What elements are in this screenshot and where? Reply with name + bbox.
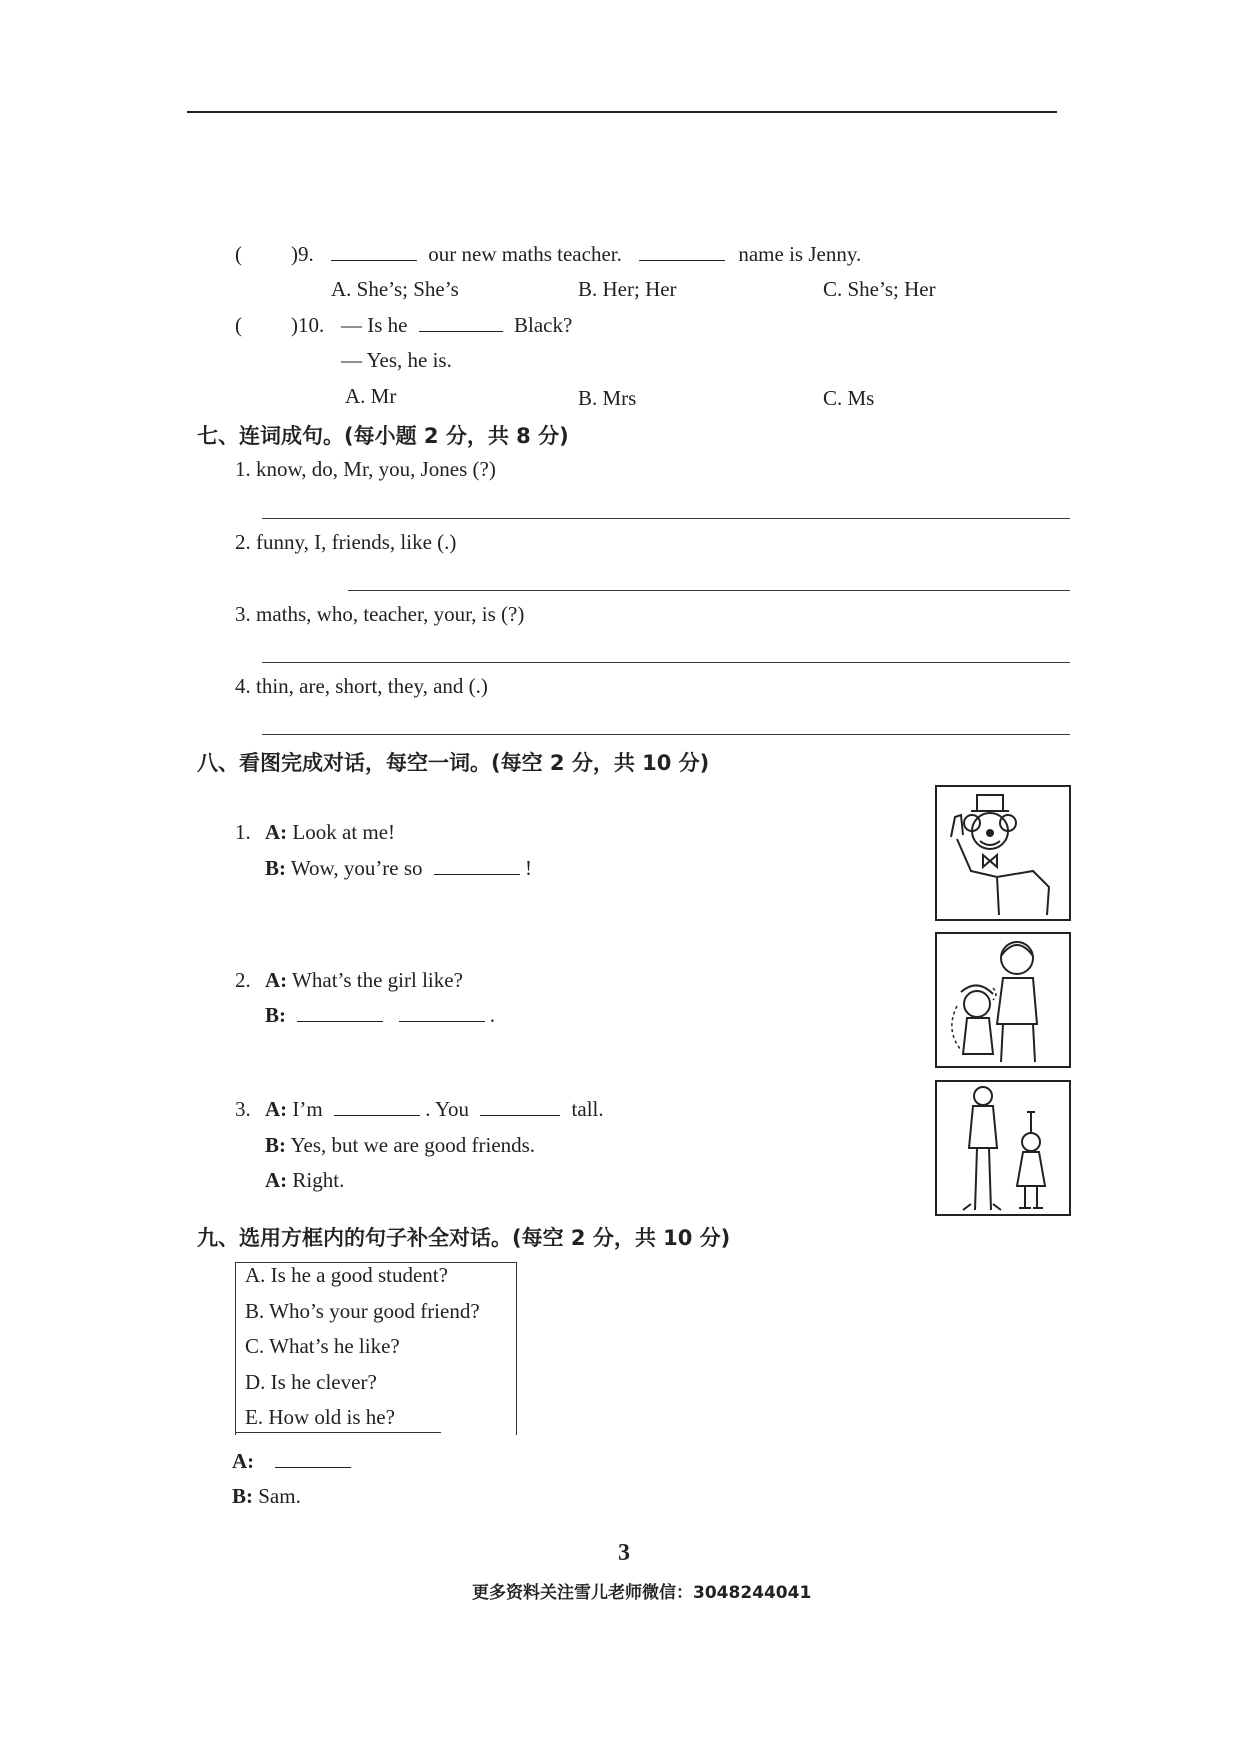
section8-d3-num: 3. xyxy=(235,1097,251,1121)
section7-heading: 七、连词成句。(每小题 2 分，共 8 分) xyxy=(197,424,569,448)
q10-blank[interactable] xyxy=(419,313,503,332)
speaker-a-label: A: xyxy=(232,1449,255,1473)
speaker-b-label: B: xyxy=(265,1003,286,1027)
section8-d3-a2 xyxy=(265,1168,344,1193)
q10-option-a: A. Mr xyxy=(345,384,397,408)
section9-a-line xyxy=(232,1449,351,1474)
picture-girl-and-woman xyxy=(935,932,1071,1068)
section8-d2-b-end: . xyxy=(489,1003,495,1027)
q9-blank-1[interactable] xyxy=(331,242,417,261)
section8-heading: 八、看图完成对话，每空一词。(每空 2 分，共 10 分) xyxy=(197,751,710,775)
section8-d3-blank-1[interactable] xyxy=(334,1097,420,1116)
section7-answer-line-1[interactable] xyxy=(262,518,1070,519)
section8-d1-b-end: ! xyxy=(525,856,533,880)
section8-d1-b-text: Wow, you’re so xyxy=(290,856,423,880)
section7-answer-line-2[interactable] xyxy=(348,590,1070,591)
q9-text2: name is Jenny. xyxy=(738,242,862,266)
section8-d2-blank-1[interactable] xyxy=(297,1003,383,1022)
section8-d3-a-text3: tall. xyxy=(571,1097,604,1121)
section8-d1-b xyxy=(265,856,532,881)
section8-d3-a-text1: I’m xyxy=(292,1097,323,1121)
option-c: C. What’s he like? xyxy=(245,1334,400,1358)
clown-illustration xyxy=(937,787,1069,919)
option-a: A. Is he a good student? xyxy=(245,1263,448,1287)
q10-answer: — Yes, he is. xyxy=(341,348,452,372)
section8-d2-a-text: What’s the girl like? xyxy=(292,968,463,992)
section8-d1-a-text: Look at me! xyxy=(292,820,396,844)
q10-prompt-after: Black? xyxy=(514,313,573,337)
q10-number: )10. xyxy=(291,313,325,337)
option-box-bottom xyxy=(235,1432,441,1433)
q9-option-a: A. She’s; She’s xyxy=(331,277,459,301)
q9-text1: our new maths teacher. xyxy=(428,242,622,266)
girl-woman-illustration xyxy=(937,934,1069,1066)
section8-d3-b-text: Yes, but we are good friends. xyxy=(290,1133,536,1157)
q10-prompt xyxy=(341,313,572,338)
section8-d1-blank[interactable] xyxy=(434,856,520,875)
section8-d2-a xyxy=(265,968,463,993)
section9-b-text: Sam. xyxy=(258,1484,301,1508)
speaker-b-label: B: xyxy=(265,1133,286,1157)
picture-tall-and-short xyxy=(935,1080,1071,1216)
tall-short-illustration xyxy=(937,1082,1069,1214)
q10-paren: ( xyxy=(235,313,242,337)
speaker-b-label: B: xyxy=(265,856,286,880)
section8-d1-a xyxy=(265,820,395,845)
section7-item-3: 3. maths, who, teacher, your, is (?) xyxy=(235,602,525,626)
section7-answer-line-4[interactable] xyxy=(262,734,1070,735)
q9-blank-2[interactable] xyxy=(639,242,725,261)
section7-item-1: 1. know, do, Mr, you, Jones (?) xyxy=(235,457,496,481)
section7-answer-line-3[interactable] xyxy=(262,662,1070,663)
section9-b-line xyxy=(232,1484,301,1509)
section9-heading: 九、选用方框内的句子补全对话。(每空 2 分，共 10 分) xyxy=(197,1226,731,1250)
picture-clown xyxy=(935,785,1071,921)
q9-line xyxy=(331,242,861,267)
speaker-a-label: A: xyxy=(265,1168,288,1192)
option-b: B. Who’s your good friend? xyxy=(245,1299,480,1323)
q10-prompt-before: — Is he xyxy=(341,313,408,337)
q10-option-c: C. Ms xyxy=(823,386,875,410)
section8-d3-a-text2: . You xyxy=(425,1097,470,1121)
speaker-b-label: B: xyxy=(232,1484,253,1508)
section8-d1-num: 1. xyxy=(235,820,251,844)
section8-d3-b xyxy=(265,1133,535,1158)
q9-paren: ( xyxy=(235,242,242,266)
footer-note: 更多资料关注雪儿老师微信：3048244041 xyxy=(472,1583,812,1603)
section8-d2-blank-2[interactable] xyxy=(399,1003,485,1022)
section8-d2-b xyxy=(265,1003,495,1028)
section8-d2-num: 2. xyxy=(235,968,251,992)
q9-option-c: C. She’s; Her xyxy=(823,277,936,301)
section7-item-4: 4. thin, are, short, they, and (.) xyxy=(235,674,488,698)
speaker-a-label: A: xyxy=(265,820,288,844)
page-number: 3 xyxy=(618,1540,630,1566)
section8-d3-a xyxy=(265,1097,604,1122)
section8-d3-a2-text: Right. xyxy=(292,1168,345,1192)
section8-d3-blank-2[interactable] xyxy=(480,1097,560,1116)
q9-option-b: B. Her; Her xyxy=(578,277,677,301)
option-e: E. How old is he? xyxy=(245,1405,395,1429)
q9-number: )9. xyxy=(291,242,314,266)
top-rule xyxy=(187,111,1057,113)
speaker-a-label: A: xyxy=(265,968,288,992)
section7-item-2: 2. funny, I, friends, like (.) xyxy=(235,530,457,554)
option-d: D. Is he clever? xyxy=(245,1370,377,1394)
speaker-a-label: A: xyxy=(265,1097,288,1121)
q10-option-b: B. Mrs xyxy=(578,386,637,410)
section9-blank-1[interactable] xyxy=(275,1449,351,1468)
